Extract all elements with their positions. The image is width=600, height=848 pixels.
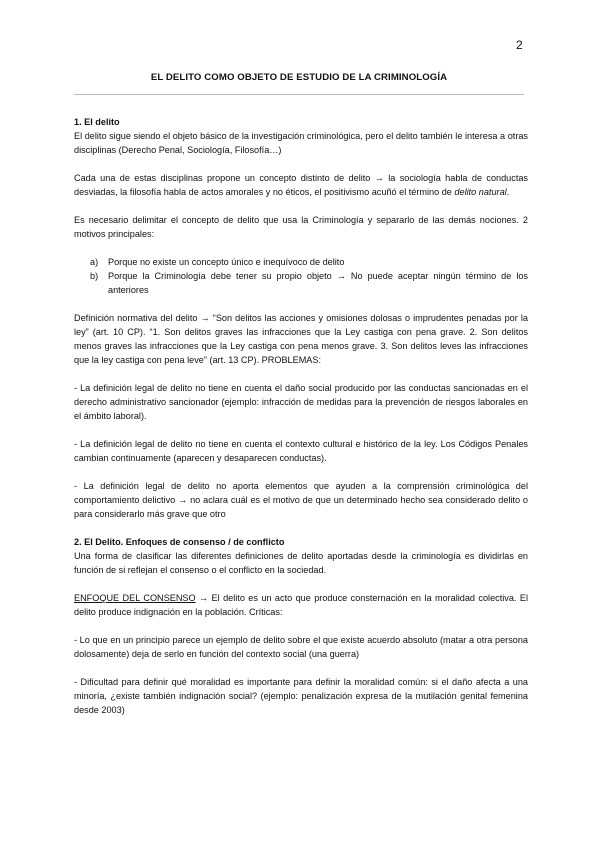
paragraph: - La definición legal de delito no tiene en cuenta el daño social producido por las conductas sancionadas en el derecho administrativo sancionador (ejemplo: infracción de medidas para la prevención de riesgos laborales en el ámbito laboral). (74, 383, 528, 421)
list-marker: b) (90, 271, 99, 281)
document-body (74, 115, 528, 731)
paragraph: Es necesario delimitar el concepto de delito que usa la Criminología y separarlo de las demás nociones. 2 motivos principales: (74, 215, 528, 239)
paragraph-text: → El delito es un acto que produce consternación en la moralidad colectiva. El delito produce indignación en la población. Críticas: (74, 593, 528, 617)
section-2-heading: 2. El Delito. Enfoques de consenso / de conflicto (74, 537, 285, 547)
paragraph: - Lo que en un principio parece un ejemplo de delito sobre el que existe acuerdo absoluto (matar a otra persona dolosamente) deja de serlo en función del contexto social (una guerra) (74, 635, 528, 659)
paragraph-text: . (506, 187, 510, 197)
paragraph: Definición normativa del delito → “Son delitos las acciones y omisiones dolosas o imprudentes penadas por la ley” (art. 10 CP). “1. Son delitos graves las infracciones que la Ley castiga con pena grave. 2. Son delitos menos graves las infracciones que la Ley castiga con pena menos grave. 3. Son delitos leves las infracciones que la ley castiga con pena leve” (art. 13 CP). PROBLEMAS: (74, 313, 528, 365)
list-marker: a) (90, 257, 99, 267)
paragraph: - Dificultad para definir qué moralidad es importante para definir la moralidad común: si el daño afecta a una minoría, ¿existe también indignación social? (ejemplo: penalización expresa de la mutilación genital femenina desde 2003) (74, 677, 528, 715)
underlined-term: ENFOQUE DEL CONSENSO (74, 593, 196, 603)
page-number: 2 (516, 38, 523, 52)
paragraph: - La definición legal de delito no tiene en cuenta el contexto cultural e histórico de la ley. Los Códigos Penales cambian continuamente (aparecen y desaparecen conductas). (74, 439, 528, 463)
reasons-list (74, 255, 528, 297)
paragraph (74, 591, 528, 619)
list-item-text: Porque la Criminología debe tener su propio objeto → No puede aceptar ningún término de los anteriores (108, 271, 528, 295)
paragraph-text: Cada una de estas disciplinas propone un concepto distinto de delito → la sociología habla de conductas desviadas, la filosofía habla de actos amorales y no éticos, el positivismo acuñó el término de (74, 173, 528, 197)
paragraph: - La definición legal de delito no aporta elementos que ayuden a la comprensión criminológica del comportamiento delictivo → no aclara cuál es el motivo de que un determinado hecho sea considerado delito o para considerarlo más grave que otro (74, 481, 528, 519)
list-item-text: Porque no existe un concepto único e inequívoco de delito (108, 257, 345, 267)
paragraph (74, 171, 528, 199)
section-2-intro (74, 535, 528, 577)
list-item (74, 269, 528, 297)
document-title: EL DELITO COMO OBJETO DE ESTUDIO DE LA CRIMINOLOGÍA (150, 72, 448, 83)
italic-term: delito natural (454, 187, 507, 197)
list-item (74, 255, 528, 269)
title-divider (74, 94, 524, 95)
section-1-heading: 1. El delito (74, 117, 120, 127)
paragraph-text: Una forma de clasificar las diferentes definiciones de delito aportadas desde la criminología es dividirlas en función de si reflejan el consenso o el conflicto en la sociedad. (74, 551, 528, 575)
section-1-intro (74, 115, 528, 157)
paragraph-text: El delito sigue siendo el objeto básico de la investigación criminológica, pero el delito también le interesa a otras disciplinas (Derecho Penal, Sociología, Filosofía…) (74, 131, 528, 155)
